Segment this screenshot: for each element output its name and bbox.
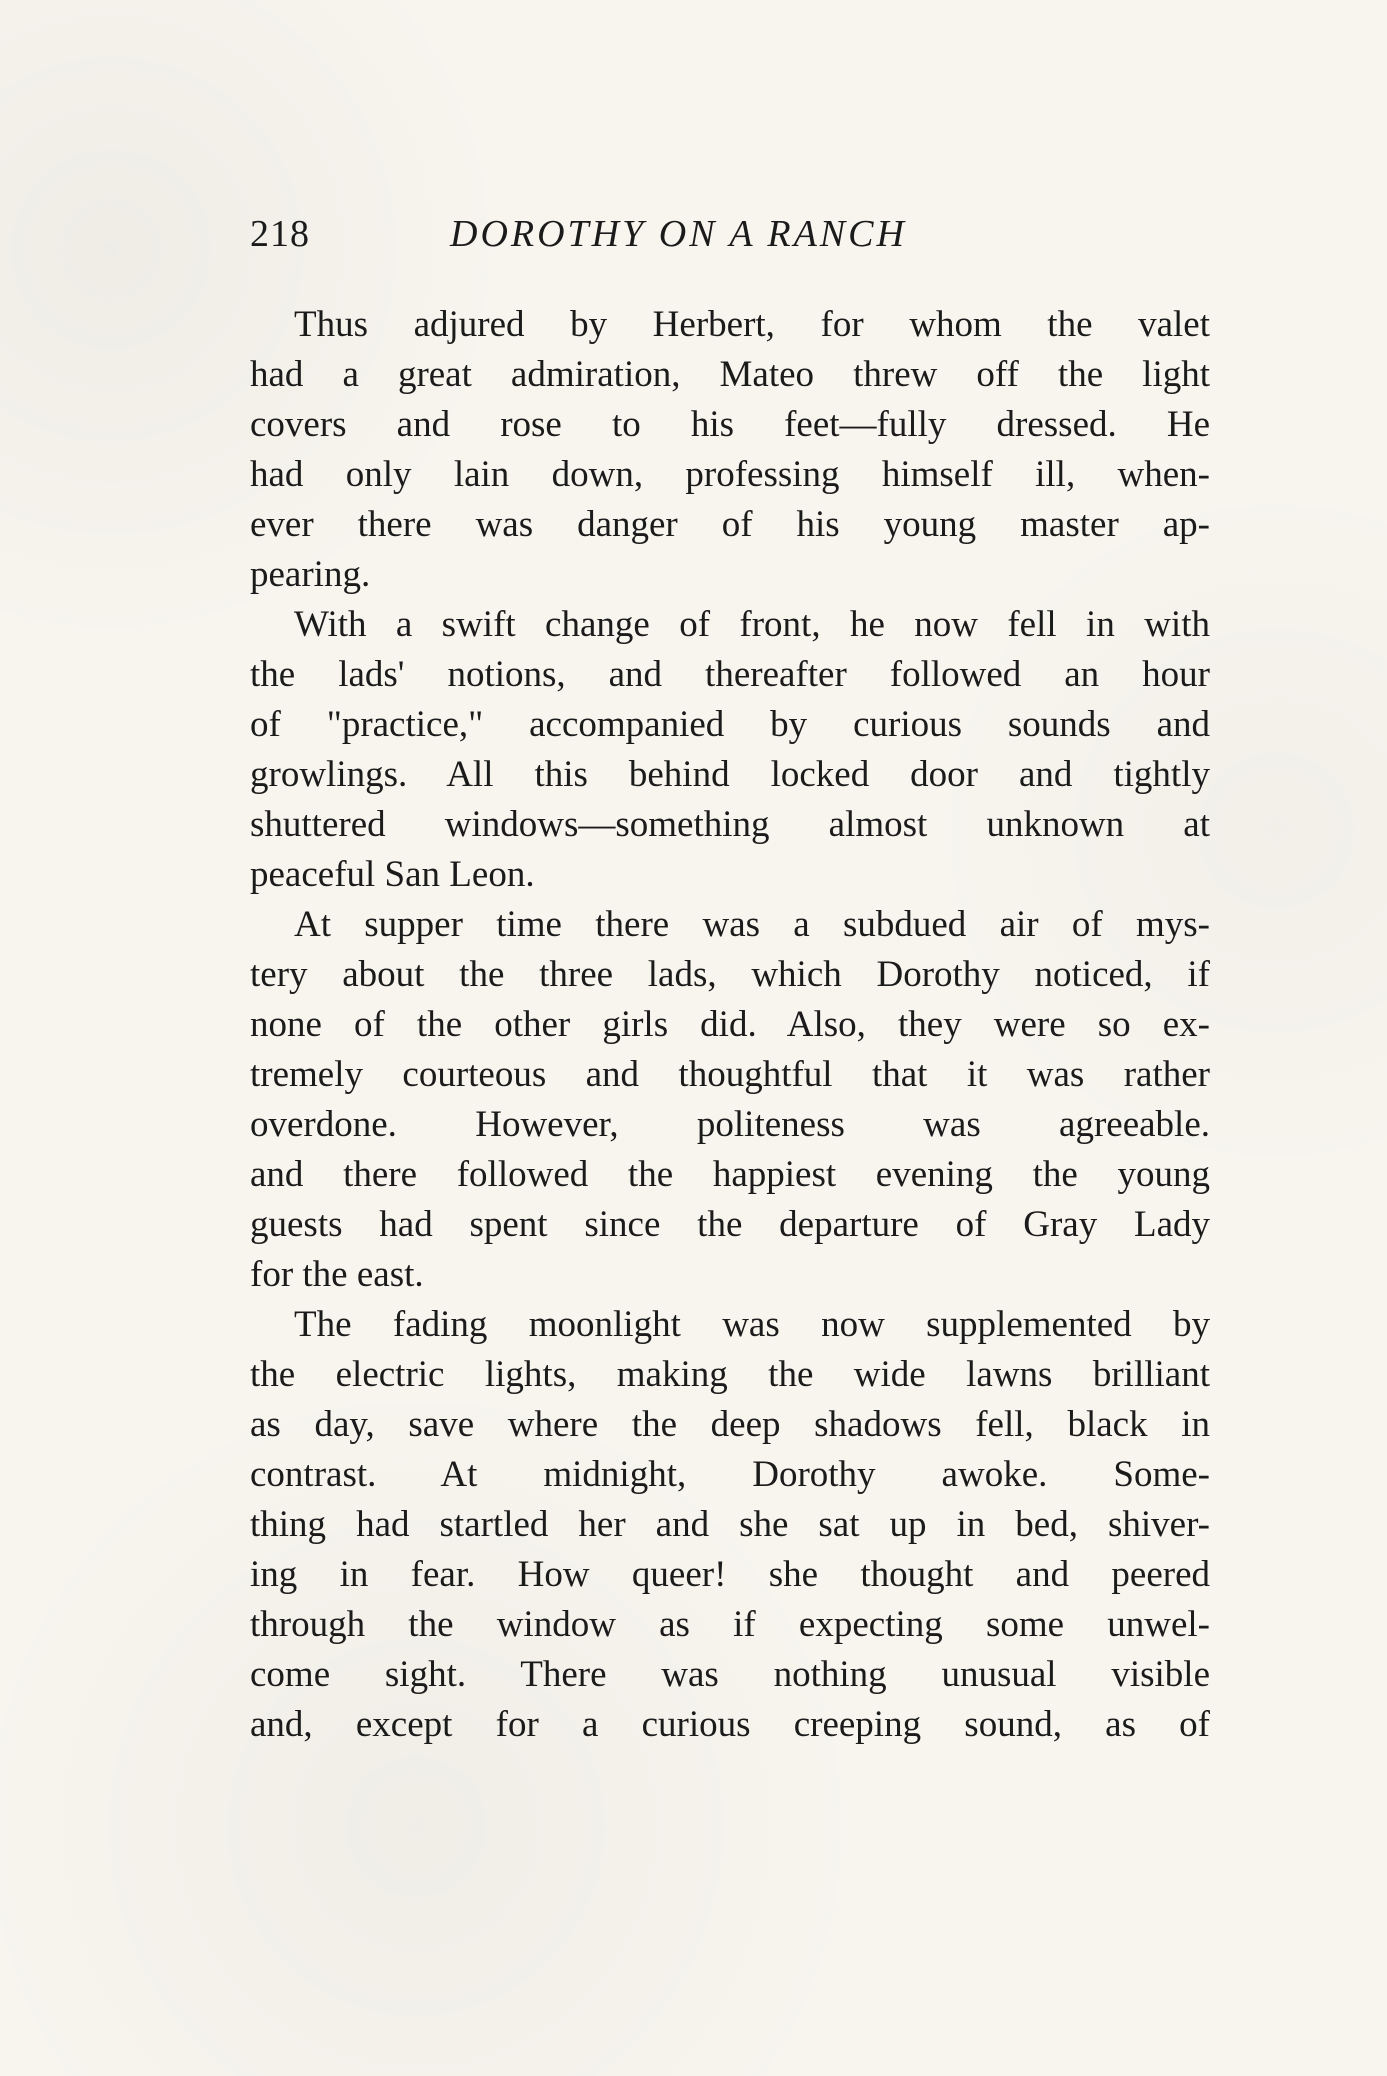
text-line: The fading moonlight was now supplemented by xyxy=(294,1304,1210,1345)
text-line: the electric lights, making the wide lawns brilliant xyxy=(250,1354,1210,1395)
running-title: DOROTHY ON A RANCH xyxy=(450,213,907,255)
text-line: covers and rose to his feet—fully dressed. He xyxy=(250,404,1210,445)
page-number: 218 xyxy=(250,213,310,255)
text-line: and there followed the happiest evening the young xyxy=(250,1154,1210,1195)
page-header xyxy=(250,212,1210,262)
text-line: come sight. There was nothing unusual visible xyxy=(250,1654,1210,1695)
text-line: had a great admiration, Mateo threw off the light xyxy=(250,354,1210,395)
text-line: ing in fear. How queer! she thought and peered xyxy=(250,1554,1210,1595)
text-line: for the east. xyxy=(250,1254,424,1295)
text-line: shuttered windows—something almost unknown at xyxy=(250,804,1210,845)
text-line: tremely courteous and thoughtful that it was rather xyxy=(250,1054,1210,1095)
text-line: the lads' notions, and thereafter followed an hour xyxy=(250,654,1210,695)
text-line: none of the other girls did. Also, they were so ex- xyxy=(250,1004,1210,1045)
text-line: of "practice," accompanied by curious sounds and xyxy=(250,704,1210,745)
text-line: pearing. xyxy=(250,554,371,595)
text-line: With a swift change of front, he now fell in with xyxy=(294,604,1210,645)
text-line: At supper time there was a subdued air of mys- xyxy=(294,904,1210,945)
text-line: growlings. All this behind locked door and tightly xyxy=(250,754,1210,795)
text-line: as day, save where the deep shadows fell, black in xyxy=(250,1404,1210,1445)
text-line: had only lain down, professing himself ill, when- xyxy=(250,454,1210,495)
text-line: ever there was danger of his young master ap- xyxy=(250,504,1210,545)
text-line: peaceful San Leon. xyxy=(250,854,535,895)
text-line: overdone. However, politeness was agreeable. xyxy=(250,1104,1210,1145)
text-line: tery about the three lads, which Dorothy noticed, if xyxy=(250,954,1210,995)
text-line: Thus adjured by Herbert, for whom the valet xyxy=(294,304,1210,345)
body-text xyxy=(250,300,1210,1750)
text-line: contrast. At midnight, Dorothy awoke. Some- xyxy=(250,1454,1210,1495)
text-line: guests had spent since the departure of Gray Lady xyxy=(250,1204,1210,1245)
text-line: thing had startled her and she sat up in bed, shiver- xyxy=(250,1504,1210,1545)
text-line: through the window as if expecting some unwel- xyxy=(250,1604,1210,1645)
text-line: and, except for a curious creeping sound, as of xyxy=(250,1704,1210,1745)
